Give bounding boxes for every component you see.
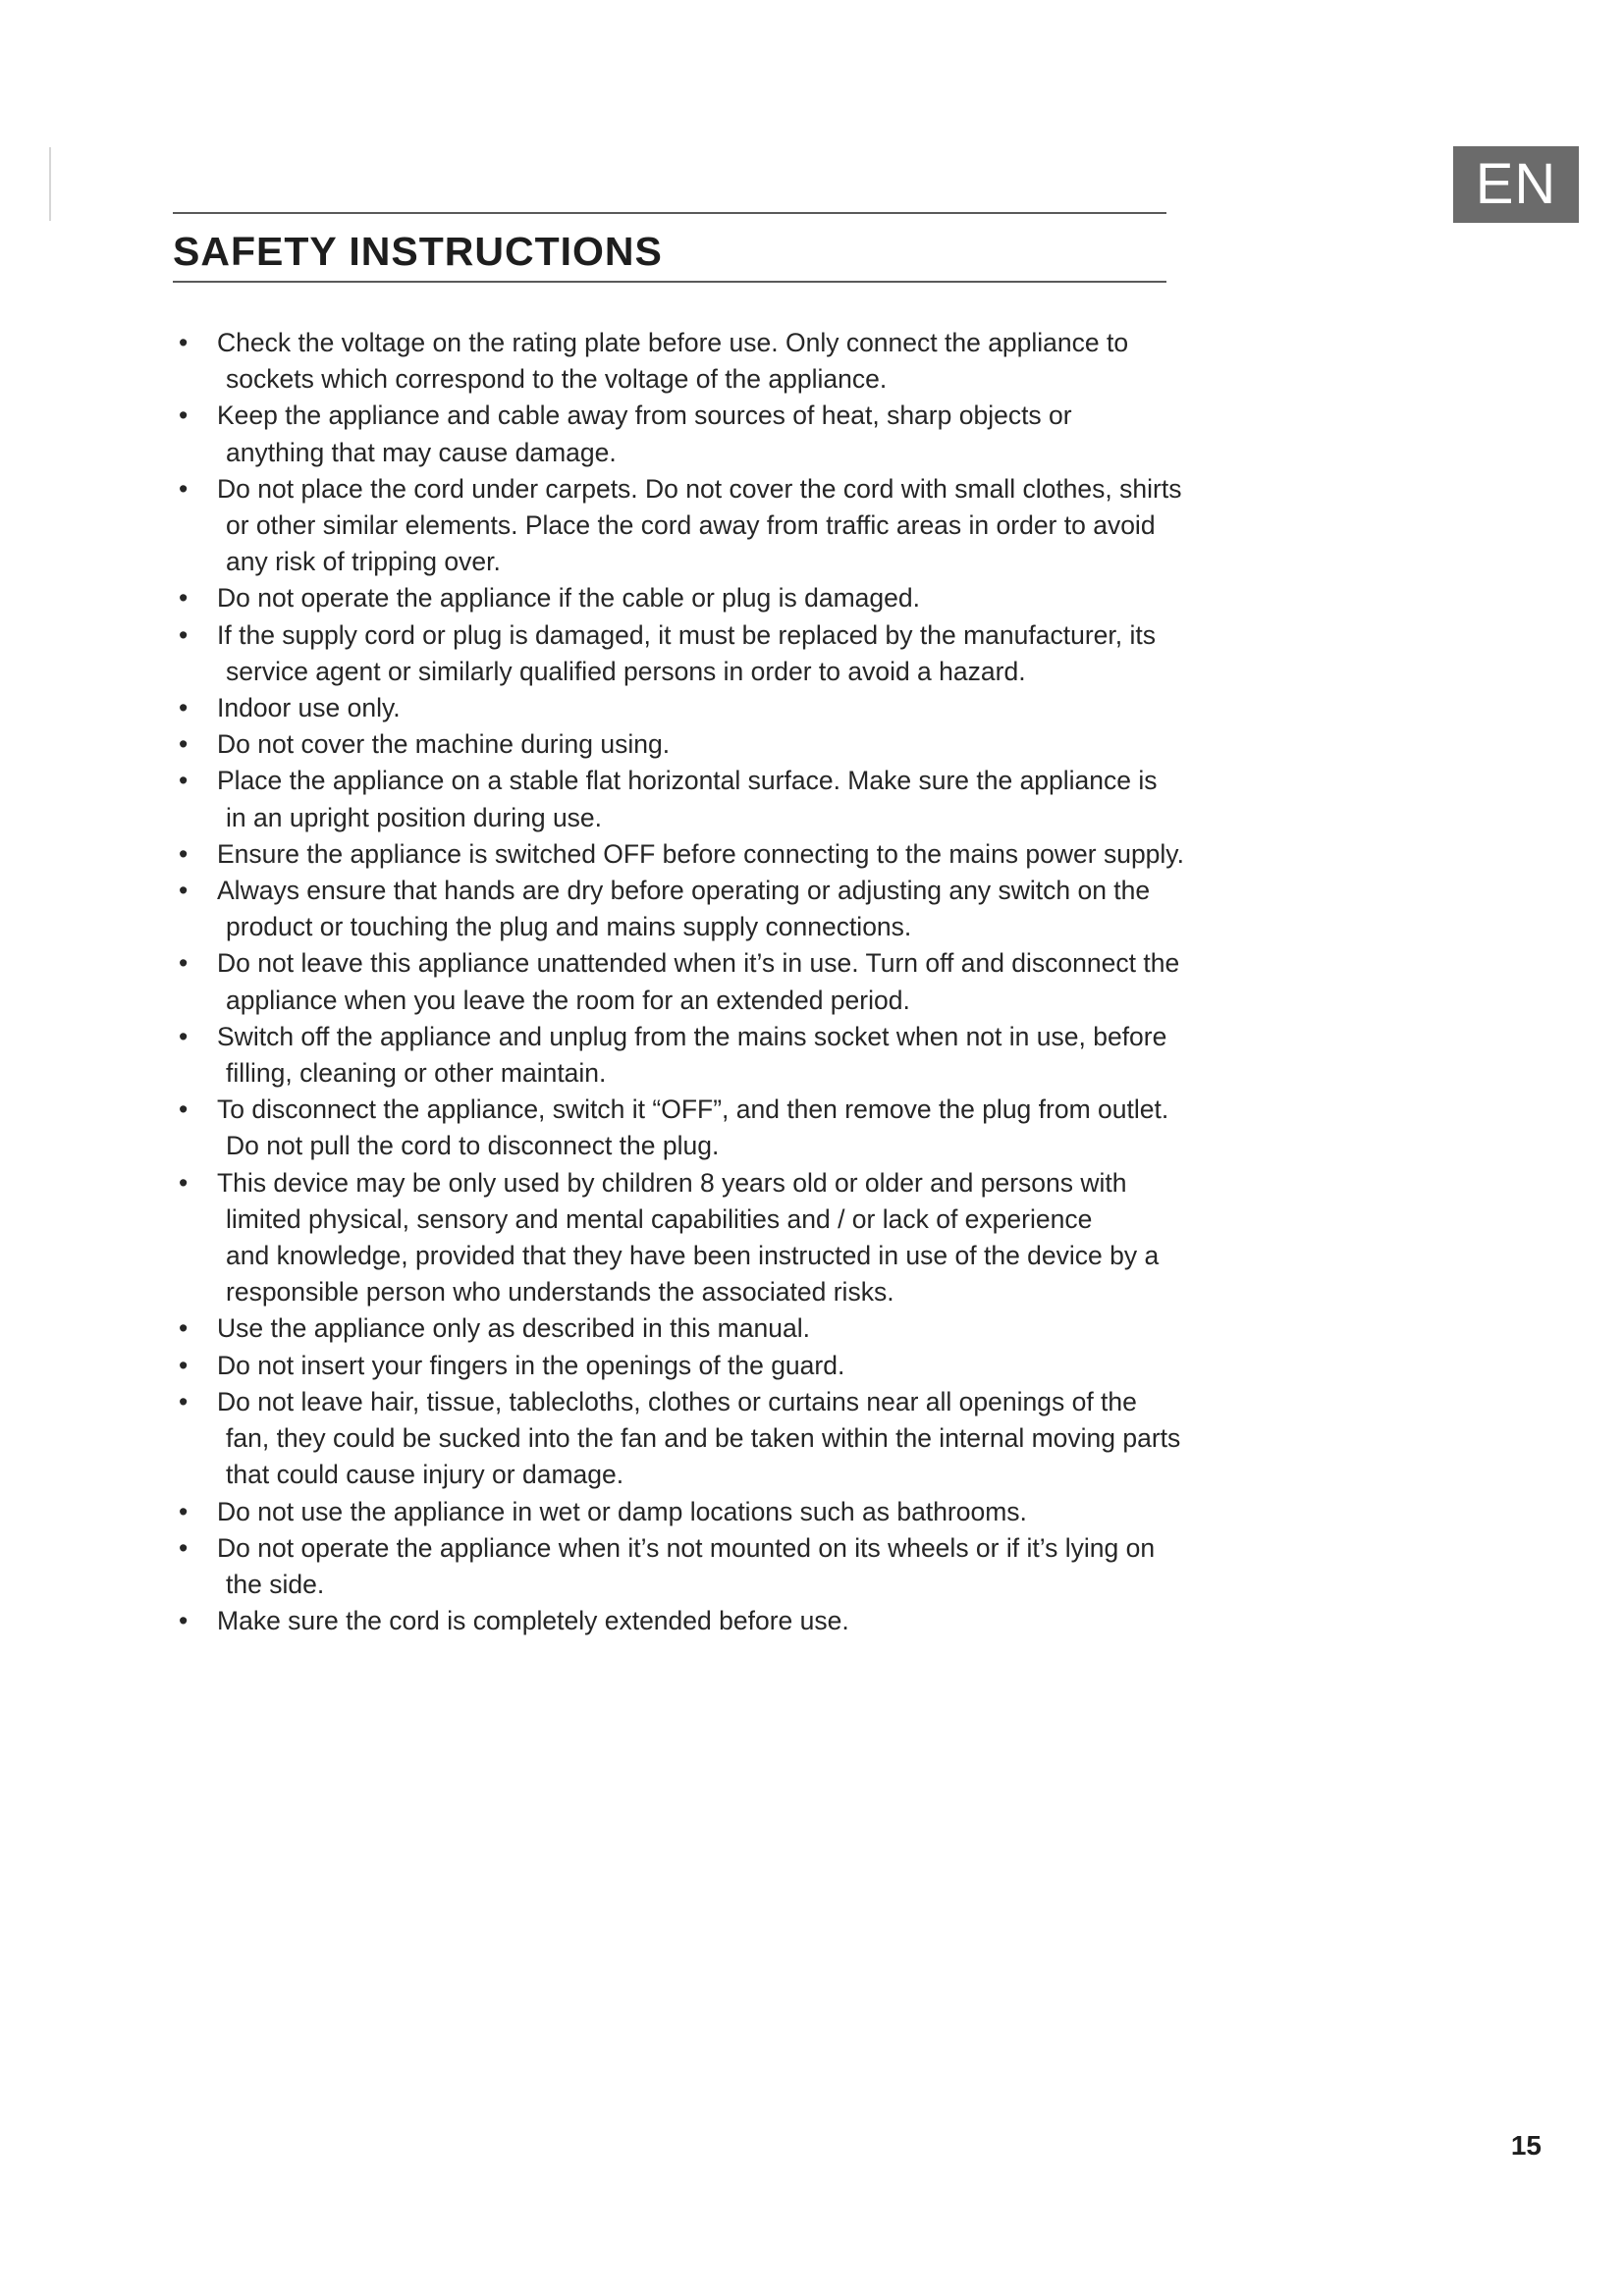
instruction-text-line: the side. bbox=[226, 1569, 325, 1599]
instruction-item bbox=[173, 1165, 1174, 1311]
page-number: 15 bbox=[1510, 2130, 1542, 2161]
instruction-text-line: Do not pull the cord to disconnect the plug. bbox=[226, 1131, 720, 1161]
instruction-item bbox=[173, 690, 1174, 726]
bullet-icon: • bbox=[179, 766, 189, 796]
safety-instructions-list bbox=[173, 325, 1184, 1639]
instruction-text-line: product or touching the plug and mains supply connections. bbox=[226, 912, 912, 942]
instruction-text-line: sockets which correspond to the voltage of the appliance. bbox=[226, 364, 888, 395]
instruction-text-line: Ensure the appliance is switched OFF before connecting to the mains power supply. bbox=[217, 838, 1184, 869]
bullet-icon: • bbox=[179, 1313, 189, 1344]
page-title: SAFETY INSTRUCTIONS bbox=[173, 229, 663, 274]
bullet-icon: • bbox=[179, 1350, 189, 1380]
bullet-icon: • bbox=[179, 328, 189, 357]
bullet-icon: • bbox=[179, 400, 189, 431]
instruction-text-line: Indoor use only. bbox=[217, 693, 401, 723]
instruction-text-line: limited physical, sensory and mental capabilities and / or lack of experience bbox=[226, 1203, 1093, 1234]
instruction-text-line: If the supply cord or plug is damaged, it must be replaced by the manufacturer, its bbox=[217, 619, 1156, 650]
instruction-text-line: appliance when you leave the room for an extended period. bbox=[226, 985, 910, 1015]
instruction-text-line: and knowledge, provided that they have been instructed in use of the device by a bbox=[226, 1241, 1160, 1271]
instruction-item bbox=[173, 726, 1174, 763]
instruction-text-line: Check the voltage on the rating plate before use. Only connect the appliance to bbox=[217, 328, 1129, 357]
instruction-item bbox=[173, 836, 1184, 873]
instruction-text-line: filling, cleaning or other maintain. bbox=[226, 1058, 607, 1089]
bullet-icon: • bbox=[179, 838, 189, 869]
instruction-item bbox=[173, 945, 1180, 1018]
instruction-text-line: Switch off the appliance and unplug from the mains socket when not in use, before bbox=[217, 1021, 1167, 1051]
instruction-text-line: Do not operate the appliance if the cable or plug is damaged. bbox=[217, 583, 920, 614]
bullet-icon: • bbox=[179, 693, 189, 723]
instruction-text-line: service agent or similarly qualified persons in order to avoid a hazard. bbox=[226, 656, 1026, 686]
bullet-icon: • bbox=[179, 729, 189, 760]
instruction-item bbox=[173, 1092, 1174, 1164]
bullet-icon: • bbox=[179, 1021, 189, 1051]
instruction-text-line: in an upright position during use. bbox=[226, 802, 603, 832]
bullet-icon: • bbox=[179, 619, 189, 650]
instruction-text-line: Use the appliance only as described in this manual. bbox=[217, 1313, 810, 1344]
instruction-text-line: Keep the appliance and cable away from sources of heat, sharp objects or bbox=[217, 400, 1072, 431]
instruction-item bbox=[173, 1494, 1174, 1530]
instruction-text-line: Do not operate the appliance when it’s not mounted on its wheels or if it’s lying on bbox=[217, 1532, 1156, 1563]
instruction-text-line: To disconnect the appliance, switch it “OFF”, and then remove the plug from outlet. bbox=[217, 1095, 1169, 1125]
bullet-icon: • bbox=[179, 583, 189, 614]
instruction-item bbox=[173, 617, 1174, 690]
bullet-icon: • bbox=[179, 1532, 189, 1563]
instruction-text-line: or other similar elements. Place the cord away from traffic areas in order to avoid bbox=[226, 510, 1156, 541]
instruction-text-line: Do not insert your fingers in the openings of the guard. bbox=[217, 1350, 845, 1380]
instruction-item bbox=[173, 1603, 1174, 1639]
language-badge: EN bbox=[1453, 146, 1579, 223]
bullet-icon: • bbox=[179, 1095, 189, 1125]
bullet-icon: • bbox=[179, 473, 189, 504]
instruction-text-line: anything that may cause damage. bbox=[226, 437, 617, 467]
instruction-text-line: responsible person who understands the associated risks. bbox=[226, 1277, 894, 1308]
instruction-text-line: Make sure the cord is completely extended before use. bbox=[217, 1606, 849, 1636]
instruction-text-line: Always ensure that hands are dry before operating or adjusting any switch on the bbox=[217, 876, 1151, 906]
instruction-item bbox=[173, 325, 1174, 398]
instruction-text-line: Do not leave hair, tissue, tablecloths, clothes or curtains near all openings of the bbox=[217, 1386, 1137, 1416]
instruction-text-line: that could cause injury or damage. bbox=[226, 1460, 624, 1490]
instruction-text-line: Do not cover the machine during using. bbox=[217, 729, 671, 760]
bullet-icon: • bbox=[179, 1496, 189, 1526]
bullet-icon: • bbox=[179, 948, 189, 979]
bullet-icon: • bbox=[179, 876, 189, 906]
instruction-text-line: Do not use the appliance in wet or damp locations such as bathrooms. bbox=[217, 1496, 1027, 1526]
instruction-text-line: any risk of tripping over. bbox=[226, 547, 501, 577]
instruction-item bbox=[173, 580, 1174, 616]
instruction-text-line: Place the appliance on a stable flat horizontal surface. Make sure the appliance is bbox=[217, 766, 1158, 796]
title-rule-top bbox=[173, 212, 1166, 214]
instruction-text-line: fan, they could be sucked into the fan and be taken within the internal moving parts bbox=[226, 1423, 1181, 1454]
instruction-item bbox=[173, 398, 1174, 470]
instruction-item bbox=[173, 1384, 1181, 1494]
title-rule-bottom bbox=[173, 281, 1166, 283]
instruction-item bbox=[173, 471, 1182, 581]
bullet-icon: • bbox=[179, 1386, 189, 1416]
bullet-icon: • bbox=[179, 1167, 189, 1198]
instruction-item bbox=[173, 1310, 1174, 1347]
instruction-text-line: Do not place the cord under carpets. Do not cover the cord with small clothes, shirts bbox=[217, 473, 1182, 504]
bullet-icon: • bbox=[179, 1606, 189, 1636]
instruction-item bbox=[173, 1019, 1174, 1092]
instruction-item bbox=[173, 873, 1174, 945]
instruction-item bbox=[173, 1348, 1174, 1384]
instruction-item bbox=[173, 763, 1174, 835]
margin-mark bbox=[49, 147, 51, 221]
instruction-text-line: This device may be only used by children 8 years old or older and persons with bbox=[217, 1167, 1127, 1198]
instruction-item bbox=[173, 1530, 1174, 1603]
instruction-text-line: Do not leave this appliance unattended when it’s in use. Turn off and disconnect the bbox=[217, 948, 1180, 979]
